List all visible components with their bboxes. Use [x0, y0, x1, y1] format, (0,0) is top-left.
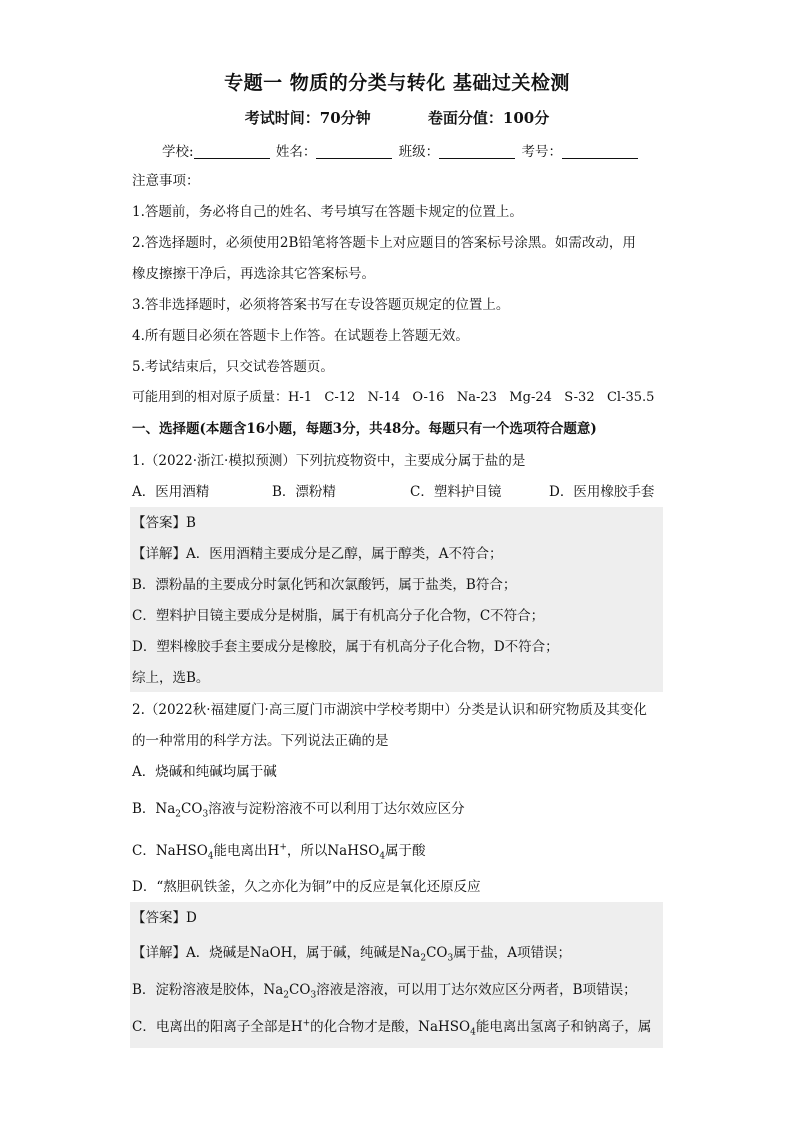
exam-time: 考试时间：70分钟	[244, 109, 371, 127]
class-blank[interactable]	[439, 144, 515, 159]
exam-info	[0, 107, 794, 128]
school-label: 学校:	[162, 144, 194, 160]
q2-detail: C．电离出的阳离子全部是H+的化合物才是酸，NaHSO$_4$能电离出氢离子和钠离子，属	[132, 1018, 652, 1038]
section-heading: 一、选择题(本题含16小题，每题3分，共48分。每题只有一个选项符合题意)	[132, 421, 597, 437]
note-item: 1.答题前，务必将自己的姓名、考号填写在答题卡规定的位置上。	[132, 204, 523, 220]
page-title: 专题一 物质的分类与转化 基础过关检测	[224, 72, 570, 94]
number-blank[interactable]	[562, 144, 638, 159]
q2-detail: B．淀粉溶液是胶体，$Na_2CO_3$溶液是溶液，可以用丁达尔效应区分两者，B项错误；	[132, 982, 637, 1001]
q1-option-a[interactable]: A．医用酒精	[132, 484, 210, 500]
q1-detail: C．塑料护目镜主要成分是树脂，属于有机高分子化合物，C不符合；	[132, 608, 545, 624]
class-label: 班级：	[398, 144, 440, 160]
q2-answer: 【答案】D	[132, 910, 197, 926]
q2-detail: 【详解】A．烧碱是NaOH，属于碱，纯碱是$Na_2CO_3$属于盐，A项错误；	[132, 945, 571, 964]
school-blank[interactable]	[194, 144, 270, 159]
name-blank[interactable]	[316, 144, 392, 159]
q2-stem: 的一种常用的科学方法。下列说法正确的是	[132, 733, 389, 749]
q2-stem: 2.（2022秋·福建厦门·高三厦门市湖滨中学校考期中）分类是认识和研究物质及其变化	[132, 702, 647, 718]
name-label: 姓名：	[275, 144, 317, 160]
q1-option-b[interactable]: B．漂粉精	[272, 484, 336, 500]
q1-detail: D．塑料橡胶手套主要成分是橡胶，属于有机高分子化合物，D不符合；	[132, 639, 559, 655]
note-item: 4.所有题目必须在答题卡上作答。在试题卷上答题无效。	[132, 328, 469, 344]
note-item: 2.答选择题时，必须使用2B铅笔将答题卡上对应题目的答案标号涂黑。如需改动，用	[132, 235, 636, 251]
exam-score: 卷面分值：100分	[427, 109, 550, 127]
q1-detail: 【详解】A．医用酒精主要成分是乙醇，属于醇类，A不符合；	[132, 546, 503, 562]
notes-heading: 注意事项：	[132, 173, 200, 189]
note-item: 5.考试结束后，只交试卷答题页。	[132, 359, 334, 375]
note-item: 3.答非选择题时，必须将答案书写在专设答题页规定的位置上。	[132, 297, 510, 313]
q2-option-a[interactable]: A．烧碱和纯碱均属于碱	[132, 764, 277, 780]
q1-option-d[interactable]: D．医用橡胶手套	[549, 484, 655, 500]
q2-option-c[interactable]: C．NaHSO$_4$能电离出H+，所以NaHSO$_4$属于酸	[132, 842, 426, 862]
atomic-mass-line: 可能用到的相对原子质量：H-1 C-12 N-14 O-16 Na-23 Mg-24 S-32 Cl-35.5	[132, 390, 655, 405]
number-label: 考号：	[521, 144, 562, 160]
q1-answer-block	[130, 507, 663, 692]
q2-option-b[interactable]: B．$Na_2CO_3$溶液与淀粉溶液不可以利用丁达尔效应区分	[132, 801, 465, 820]
q2-option-d[interactable]: D．“熬胆矾铁釜，久之亦化为铜”中的反应是氧化还原反应	[132, 879, 481, 895]
q1-detail: B．漂粉晶的主要成分时氯化钙和次氯酸钙，属于盐类，B符合；	[132, 577, 517, 593]
q1-answer: 【答案】B	[132, 515, 196, 531]
q1-stem: 1.（2022·浙江·模拟预测）下列抗疫物资中，主要成分属于盐的是	[132, 453, 526, 469]
student-info-fields	[162, 140, 640, 160]
note-item: 橡皮擦擦干净后，再选涂其它答案标号。	[132, 266, 375, 282]
q1-detail: 综上，选B。	[132, 670, 210, 686]
q1-option-c[interactable]: C．塑料护目镜	[410, 484, 502, 500]
